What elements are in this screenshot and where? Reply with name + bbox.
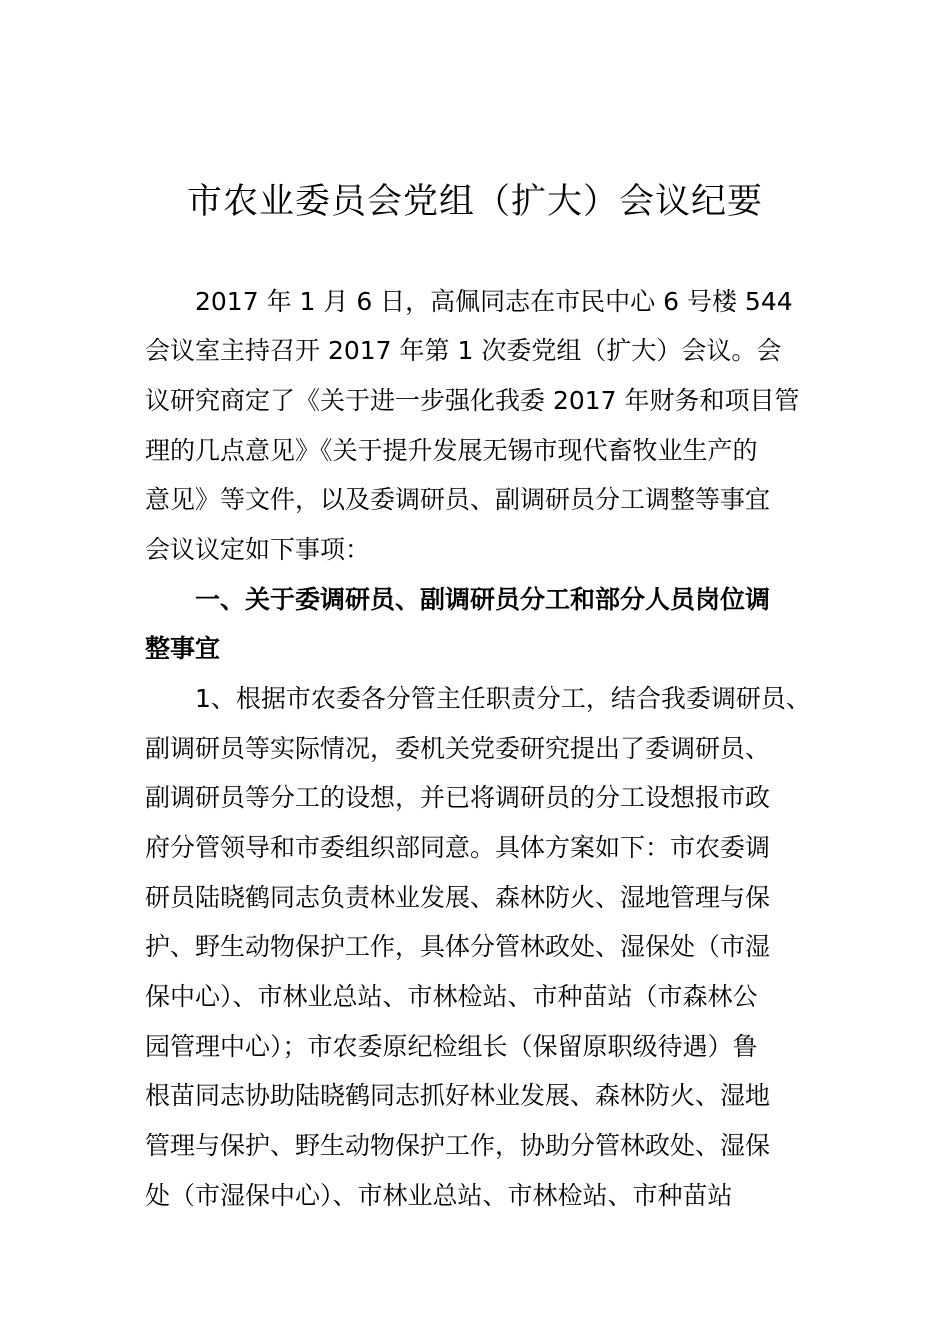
paragraph-1-line: 会议室主持召开 2017 年第 1 次委党组（扩大）会议。会 <box>145 336 782 365</box>
paragraph-1-line: 理的几点意见》《关于提升发展无锡市现代畜牧业生产的 <box>145 436 758 465</box>
document-title: 市农业委员会党组（扩大）会议纪要 <box>186 182 763 222</box>
paragraph-2-line: 保中心）、市林业总站、市林检站、市种苗站（市森林公 <box>145 982 758 1011</box>
paragraph-2-line: 管理与保护、野生动物保护工作，协助分管林政处、湿保 <box>145 1131 771 1160</box>
paragraph-2-line: 副调研员等实际情况，委机关党委研究提出了委调研员、 <box>145 734 771 763</box>
paragraph-2-line: 护、野生动物保护工作，具体分管林政处、湿保处（市湿 <box>145 932 771 961</box>
paragraph-2-line: 副调研员等分工的设想，并已将调研员的分工设想报市政 <box>145 783 771 812</box>
paragraph-2-line: 1、根据市农委各分管主任职责分工，结合我委调研员、 <box>195 684 811 713</box>
paragraph-2-line: 园管理中心）；市农委原纪检组长（保留原职级待遇）鲁 <box>145 1032 758 1061</box>
paragraph-2-line: 处（市湿保中心）、市林业总站、市林检站、市种苗站 <box>145 1181 733 1210</box>
paragraph-1-line: 议研究商定了《关于进一步强化我委 2017 年财务和项目管 <box>145 386 800 415</box>
paragraph-2-line: 研员陆晓鹤同志负责林业发展、森林防火、湿地管理与保 <box>145 883 771 912</box>
section-heading-line: 一、关于委调研员、副调研员分工和部分人员岗位调 <box>195 585 771 614</box>
paragraph-2-line: 府分管领导和市委组织部同意。具体方案如下：市农委调 <box>145 833 771 862</box>
section-heading-line: 整事宜 <box>145 634 221 663</box>
paragraph-1-line: 意见》等文件，以及委调研员、副调研员分工调整等事宜 <box>145 485 771 514</box>
paragraph-1-line: 2017 年 1 月 6 日，高佩同志在市民中心 6 号楼 544 <box>195 287 793 316</box>
paragraph-1-line: 会议议定如下事项： <box>145 535 371 564</box>
paragraph-2-line: 根苗同志协助陆晓鹤同志抓好林业发展、森林防火、湿地 <box>145 1081 771 1110</box>
